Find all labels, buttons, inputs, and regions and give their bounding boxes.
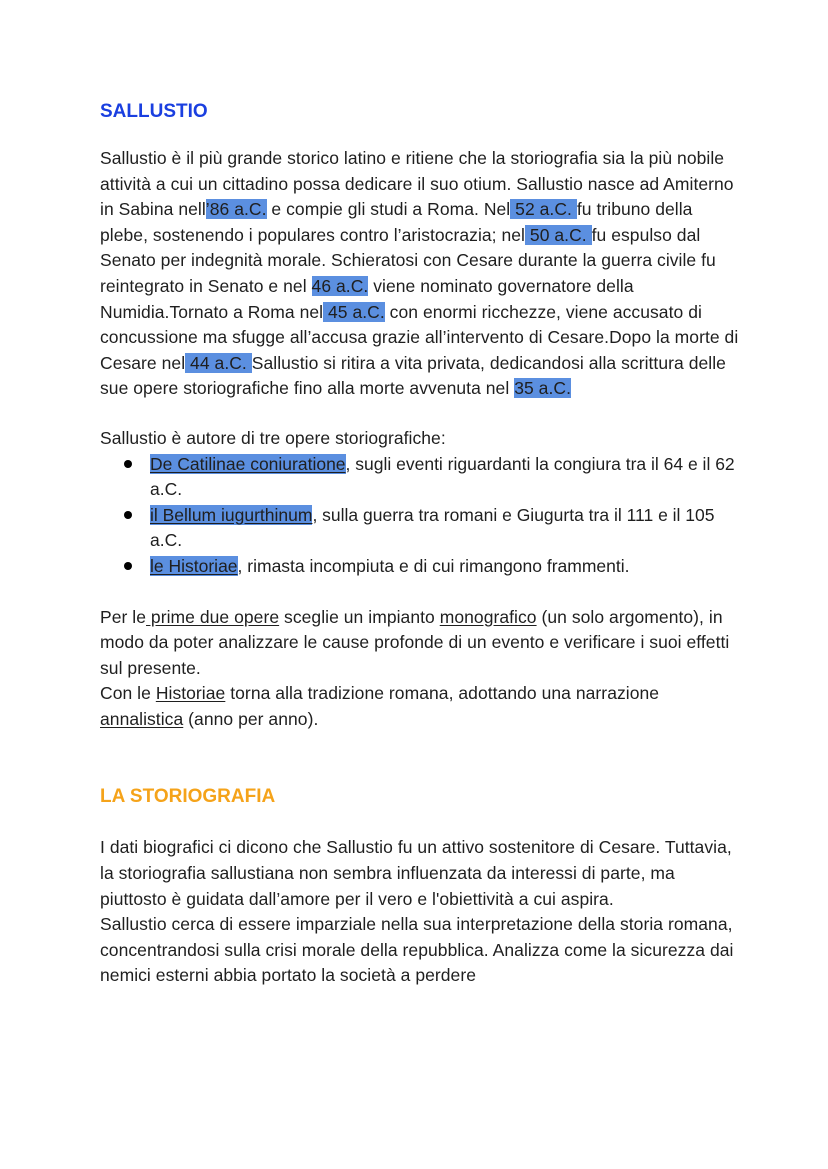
bio-text: viene nominato governatore della Numidia.Tornato a Roma nel bbox=[100, 275, 634, 322]
work-title: il Bellum iugurthinum bbox=[150, 504, 313, 525]
list-item bbox=[100, 503, 740, 554]
method-underlined: prime due opere bbox=[146, 606, 280, 627]
date-highlight: 46 a.C. bbox=[311, 275, 369, 296]
bio-text: e compie gli studi a Roma. Nel bbox=[266, 199, 511, 220]
work-description: , sulla guerra tra romani e Giugurta tra il 111 e il 105 a.C. bbox=[150, 504, 715, 551]
method-paragraph bbox=[100, 605, 740, 733]
date-highlight: 35 a.C. bbox=[514, 378, 571, 399]
date-highlight: ’86 a.C. bbox=[205, 199, 267, 220]
method-text: sceglie un impianto bbox=[279, 606, 440, 627]
works-intro: Sallustio è autore di tre opere storiografiche: bbox=[100, 427, 446, 448]
method-underlined: monografico bbox=[439, 606, 537, 627]
method-text: (un solo argomento), in modo da poter analizzare le cause profonde di un evento e verificare i suoi effetti sul presente. bbox=[100, 606, 730, 678]
bio-text: fu espulso dal Senato per indegnità morale. Schieratosi con Cesare durante la guerra civile fu reintegrato in Senato e nel bbox=[100, 224, 716, 296]
historiography-text: I dati biografici ci dicono che Sallustio fu un attivo sostenitore di Cesare. Tuttavia, la storiografia sallustiana non sembra influenzata da interessi di parte, ma piuttosto è guidata dall’amore per il vero e l'obiettività a cui aspira. bbox=[100, 837, 732, 909]
bullet-icon bbox=[124, 511, 132, 519]
document-content bbox=[100, 98, 740, 989]
works-list bbox=[100, 452, 740, 580]
date-highlight: 44 a.C. bbox=[185, 352, 252, 373]
method-text: (anno per anno). bbox=[183, 708, 319, 729]
historiography-paragraph bbox=[100, 835, 740, 989]
bullet-icon bbox=[124, 562, 132, 570]
date-highlight: 50 a.C. bbox=[525, 224, 592, 245]
method-text: Per le bbox=[100, 606, 147, 627]
list-item bbox=[100, 554, 740, 580]
method-text: Con le bbox=[100, 683, 156, 704]
biography-paragraph bbox=[100, 146, 740, 402]
list-item bbox=[100, 452, 740, 503]
date-highlight: 52 a.C. bbox=[510, 199, 577, 220]
bio-text: con enormi ricchezze, viene accusato di concussione ma sfugge all’accusa grazie all’intervento di Cesare.Dopo la morte di Cesare nel bbox=[100, 301, 739, 373]
work-description: , rimasta incompiuta e di cui rimangono frammenti. bbox=[237, 555, 630, 576]
bio-text: Sallustio è il più grande storico latino e ritiene che la storiografia sia la più nobile attività a cui un cittadino possa dedicare il suo otium. Sallustio nasce ad Amiterno in Sabina nell bbox=[100, 148, 734, 220]
method-text: torna alla tradizione romana, adottando una narrazione bbox=[225, 683, 660, 704]
bio-text: Sallustio si ritira a vita privata, dedicandosi alla scrittura delle sue opere storiografiche fino alla morte avvenuta nel bbox=[100, 352, 726, 399]
method-underlined: Historiae bbox=[155, 683, 226, 704]
section-title-storiografia: LA STORIOGRAFIA bbox=[100, 786, 276, 808]
method-underlined: annalistica bbox=[100, 708, 184, 729]
section-title-sallustio: SALLUSTIO bbox=[100, 101, 208, 122]
work-title: le Historiae bbox=[150, 555, 238, 576]
historiography-text: Sallustio cerca di essere imparziale nella sua interpretazione della storia romana, concentrandosi sulla crisi morale della repubblica. Analizza come la sicurezza dai nemici esterni abbia portato la società a perdere bbox=[100, 914, 734, 986]
work-title: De Catilinae coniuratione bbox=[150, 453, 346, 474]
date-highlight: 45 a.C. bbox=[323, 301, 385, 322]
work-description: , sugli eventi riguardanti la congiura tra il 64 e il 62 a.C. bbox=[150, 453, 735, 500]
bullet-icon bbox=[124, 460, 132, 468]
bio-text: fu tribuno della plebe, sostenendo i populares contro l’aristocrazia; nel bbox=[100, 199, 693, 245]
